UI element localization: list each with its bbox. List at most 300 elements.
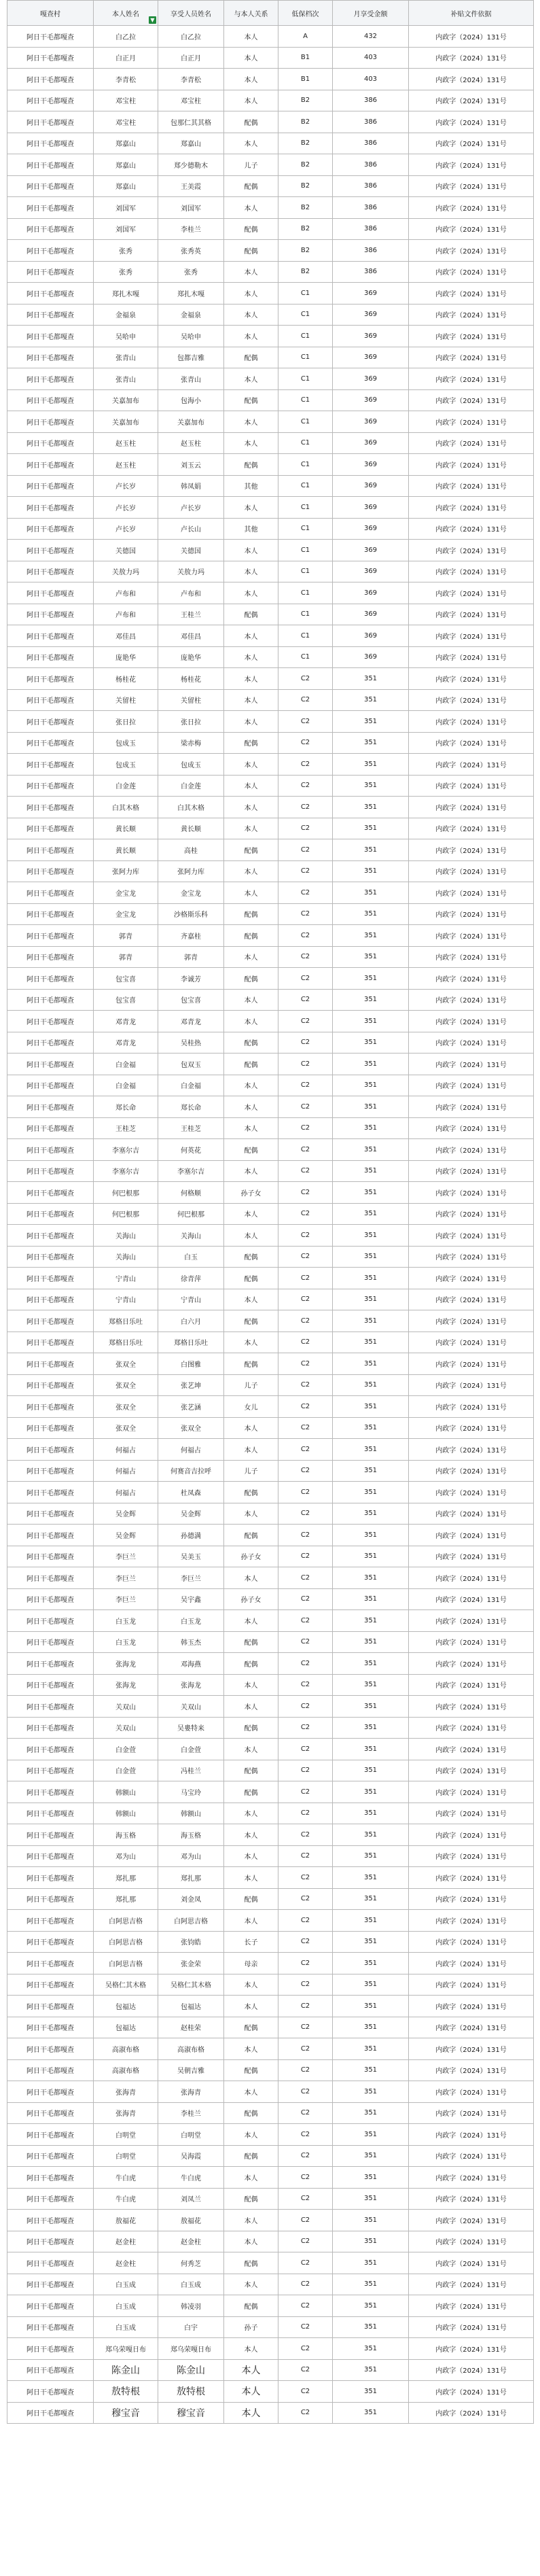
cell-relation[interactable]: 本人 xyxy=(224,2167,278,2189)
cell-monthly-amount[interactable]: 351 xyxy=(333,1225,409,1247)
cell-beneficiary-name[interactable]: 张海青 xyxy=(158,2081,224,2103)
cell-beneficiary-name[interactable]: 杜凤森 xyxy=(158,1482,224,1503)
cell-own-name[interactable]: 李巨兰 xyxy=(94,1546,158,1567)
cell-allowance-level[interactable]: C2 xyxy=(278,797,333,818)
cell-relation[interactable]: 本人 xyxy=(224,283,278,304)
cell-beneficiary-name[interactable]: 牛白虎 xyxy=(158,2167,224,2189)
cell-monthly-amount[interactable]: 351 xyxy=(333,1567,409,1589)
cell-allowance-level[interactable]: B2 xyxy=(278,218,333,240)
cell-allowance-level[interactable]: C2 xyxy=(278,1139,333,1161)
cell-policy-document[interactable]: 内政字（2024）131号 xyxy=(409,903,534,925)
cell-allowance-level[interactable]: C2 xyxy=(278,1374,333,1396)
cell-policy-document[interactable]: 内政字（2024）131号 xyxy=(409,347,534,368)
cell-beneficiary-name[interactable]: 李诚芳 xyxy=(158,968,224,990)
cell-relation[interactable]: 本人 xyxy=(224,1610,278,1632)
cell-beneficiary-name[interactable]: 徐青萍 xyxy=(158,1268,224,1289)
cell-village[interactable]: 阿日干毛都嘎查 xyxy=(7,604,94,625)
cell-relation[interactable]: 本人 xyxy=(224,1289,278,1310)
cell-allowance-level[interactable]: B1 xyxy=(278,69,333,90)
cell-village[interactable]: 阿日干毛都嘎查 xyxy=(7,240,94,262)
cell-relation[interactable]: 本人 xyxy=(224,2338,278,2360)
cell-own-name[interactable]: 郑格日乐吐 xyxy=(94,1331,158,1353)
cell-own-name[interactable]: 韩额山 xyxy=(94,1803,158,1824)
cell-relation[interactable]: 配偶 xyxy=(224,218,278,240)
cell-monthly-amount[interactable]: 351 xyxy=(333,1182,409,1204)
cell-allowance-level[interactable]: C2 xyxy=(278,1674,333,1696)
cell-beneficiary-name[interactable]: 敖福花 xyxy=(158,2210,224,2231)
cell-relation[interactable]: 本人 xyxy=(224,411,278,433)
cell-monthly-amount[interactable]: 351 xyxy=(333,1417,409,1439)
cell-own-name[interactable]: 何福占 xyxy=(94,1482,158,1503)
cell-beneficiary-name[interactable]: 包福达 xyxy=(158,1996,224,2017)
cell-beneficiary-name[interactable]: 李桂兰 xyxy=(158,218,224,240)
cell-beneficiary-name[interactable]: 包都吉雅 xyxy=(158,347,224,368)
cell-allowance-level[interactable]: C2 xyxy=(278,1310,333,1332)
cell-policy-document[interactable]: 内政字（2024）131号 xyxy=(409,175,534,197)
cell-own-name[interactable]: 张阿力库 xyxy=(94,860,158,882)
cell-policy-document[interactable]: 内政字（2024）131号 xyxy=(409,775,534,797)
cell-policy-document[interactable]: 内政字（2024）131号 xyxy=(409,625,534,647)
cell-monthly-amount[interactable]: 351 xyxy=(333,1717,409,1739)
cell-monthly-amount[interactable]: 351 xyxy=(333,1246,409,1268)
cell-allowance-level[interactable]: C2 xyxy=(278,1054,333,1075)
cell-own-name[interactable]: 包成玉 xyxy=(94,754,158,776)
cell-own-name[interactable]: 李巨兰 xyxy=(94,1588,158,1610)
cell-relation[interactable]: 配偶 xyxy=(224,1246,278,1268)
cell-village[interactable]: 阿日干毛都嘎查 xyxy=(7,989,94,1011)
cell-policy-document[interactable]: 内政字（2024）131号 xyxy=(409,1439,534,1461)
cell-policy-document[interactable]: 内政字（2024）131号 xyxy=(409,925,534,947)
cell-policy-document[interactable]: 内政字（2024）131号 xyxy=(409,1203,534,1225)
cell-village[interactable]: 阿日干毛都嘎查 xyxy=(7,261,94,283)
cell-monthly-amount[interactable]: 351 xyxy=(333,1203,409,1225)
cell-policy-document[interactable]: 内政字（2024）131号 xyxy=(409,604,534,625)
cell-policy-document[interactable]: 内政字（2024）131号 xyxy=(409,818,534,839)
cell-monthly-amount[interactable]: 351 xyxy=(333,860,409,882)
cell-own-name[interactable]: 白金福 xyxy=(94,1054,158,1075)
cell-monthly-amount[interactable]: 351 xyxy=(333,1996,409,2017)
cell-own-name[interactable]: 白阿思吉格 xyxy=(94,1953,158,1974)
cell-allowance-level[interactable]: C1 xyxy=(278,347,333,368)
cell-beneficiary-name[interactable]: 李桂兰 xyxy=(158,2102,224,2124)
cell-village[interactable]: 阿日干毛都嘎查 xyxy=(7,561,94,582)
cell-allowance-level[interactable]: B2 xyxy=(278,240,333,262)
cell-monthly-amount[interactable]: 351 xyxy=(333,732,409,754)
cell-own-name[interactable]: 金宝龙 xyxy=(94,882,158,904)
cell-monthly-amount[interactable]: 351 xyxy=(333,2102,409,2124)
cell-monthly-amount[interactable]: 351 xyxy=(333,1781,409,1803)
cell-village[interactable]: 阿日干毛都嘎查 xyxy=(7,2167,94,2189)
cell-relation[interactable]: 本人 xyxy=(224,711,278,733)
cell-policy-document[interactable]: 内政字（2024）131号 xyxy=(409,1268,534,1289)
cell-beneficiary-name[interactable]: 白玉龙 xyxy=(158,1610,224,1632)
cell-beneficiary-name[interactable]: 白宇 xyxy=(158,2316,224,2338)
cell-beneficiary-name[interactable]: 张艺涵 xyxy=(158,1396,224,1418)
cell-own-name[interactable]: 关海山 xyxy=(94,1225,158,1247)
cell-own-name[interactable]: 包成玉 xyxy=(94,732,158,754)
cell-village[interactable]: 阿日干毛都嘎查 xyxy=(7,497,94,519)
cell-own-name[interactable]: 白玉龙 xyxy=(94,1631,158,1653)
cell-allowance-level[interactable]: C2 xyxy=(278,1503,333,1525)
cell-relation[interactable]: 本人 xyxy=(224,1503,278,1525)
cell-village[interactable]: 阿日干毛都嘎查 xyxy=(7,1011,94,1032)
cell-beneficiary-name[interactable]: 包宝喜 xyxy=(158,989,224,1011)
cell-village[interactable]: 阿日干毛都嘎查 xyxy=(7,26,94,48)
cell-allowance-level[interactable]: C2 xyxy=(278,1011,333,1032)
cell-relation[interactable]: 配偶 xyxy=(224,1525,278,1546)
cell-policy-document[interactable]: 内政字（2024）131号 xyxy=(409,2210,534,2231)
cell-allowance-level[interactable]: B2 xyxy=(278,197,333,219)
cell-own-name[interactable]: 白明堂 xyxy=(94,2145,158,2167)
cell-own-name[interactable]: 关嘉加布 xyxy=(94,411,158,433)
cell-relation[interactable]: 儿子 xyxy=(224,1460,278,1482)
cell-beneficiary-name[interactable]: 陈金山 xyxy=(158,2359,224,2381)
cell-allowance-level[interactable]: C2 xyxy=(278,1096,333,1118)
cell-monthly-amount[interactable]: 369 xyxy=(333,561,409,582)
cell-monthly-amount[interactable]: 369 xyxy=(333,475,409,497)
cell-monthly-amount[interactable]: 351 xyxy=(333,2017,409,2038)
cell-monthly-amount[interactable]: 351 xyxy=(333,1503,409,1525)
cell-village[interactable]: 阿日干毛都嘎查 xyxy=(7,646,94,668)
cell-beneficiary-name[interactable]: 白金萱 xyxy=(158,1739,224,1760)
cell-monthly-amount[interactable]: 403 xyxy=(333,69,409,90)
cell-monthly-amount[interactable]: 351 xyxy=(333,2295,409,2317)
cell-policy-document[interactable]: 内政字（2024）131号 xyxy=(409,1974,534,1996)
cell-village[interactable]: 阿日干毛都嘎查 xyxy=(7,1867,94,1889)
cell-beneficiary-name[interactable]: 吴宇鑫 xyxy=(158,1588,224,1610)
cell-monthly-amount[interactable]: 386 xyxy=(333,154,409,176)
cell-policy-document[interactable]: 内政字（2024）131号 xyxy=(409,111,534,133)
cell-monthly-amount[interactable]: 351 xyxy=(333,1910,409,1932)
cell-beneficiary-name[interactable]: 包双玉 xyxy=(158,1054,224,1075)
cell-beneficiary-name[interactable]: 高桂 xyxy=(158,839,224,861)
cell-monthly-amount[interactable]: 369 xyxy=(333,497,409,519)
cell-monthly-amount[interactable]: 351 xyxy=(333,1117,409,1139)
cell-village[interactable]: 阿日干毛都嘎查 xyxy=(7,2402,94,2424)
cell-own-name[interactable]: 张秀 xyxy=(94,261,158,283)
cell-relation[interactable]: 本人 xyxy=(224,47,278,69)
cell-beneficiary-name[interactable]: 关嘉加布 xyxy=(158,411,224,433)
cell-relation[interactable]: 本人 xyxy=(224,668,278,690)
cell-village[interactable]: 阿日干毛都嘎查 xyxy=(7,732,94,754)
cell-village[interactable]: 阿日干毛都嘎查 xyxy=(7,2359,94,2381)
cell-allowance-level[interactable]: C2 xyxy=(278,1246,333,1268)
cell-beneficiary-name[interactable]: 李青松 xyxy=(158,69,224,90)
cell-allowance-level[interactable]: C2 xyxy=(278,1631,333,1653)
cell-policy-document[interactable]: 内政字（2024）131号 xyxy=(409,69,534,90)
cell-village[interactable]: 阿日干毛都嘎查 xyxy=(7,69,94,90)
cell-village[interactable]: 阿日干毛都嘎查 xyxy=(7,1996,94,2017)
cell-policy-document[interactable]: 内政字（2024）131号 xyxy=(409,1588,534,1610)
cell-own-name[interactable]: 吴哈申 xyxy=(94,326,158,347)
cell-own-name[interactable]: 王桂芝 xyxy=(94,1117,158,1139)
cell-allowance-level[interactable]: C2 xyxy=(278,1867,333,1889)
cell-beneficiary-name[interactable]: 关敖力玛 xyxy=(158,561,224,582)
cell-policy-document[interactable]: 内政字（2024）131号 xyxy=(409,2038,534,2060)
cell-allowance-level[interactable]: C1 xyxy=(278,432,333,454)
cell-monthly-amount[interactable]: 351 xyxy=(333,1268,409,1289)
cell-own-name[interactable]: 张海青 xyxy=(94,2102,158,2124)
cell-own-name[interactable]: 吴格仁其木格 xyxy=(94,1974,158,1996)
cell-own-name[interactable]: 张双全 xyxy=(94,1417,158,1439)
cell-village[interactable]: 阿日干毛都嘎查 xyxy=(7,2252,94,2274)
cell-village[interactable]: 阿日干毛都嘎查 xyxy=(7,347,94,368)
cell-policy-document[interactable]: 内政字（2024）131号 xyxy=(409,668,534,690)
cell-allowance-level[interactable]: C2 xyxy=(278,2059,333,2081)
cell-village[interactable]: 阿日干毛都嘎查 xyxy=(7,1888,94,1910)
cell-policy-document[interactable]: 内政字（2024）131号 xyxy=(409,304,534,326)
cell-relation[interactable]: 本人 xyxy=(224,1331,278,1353)
cell-policy-document[interactable]: 内政字（2024）131号 xyxy=(409,2338,534,2360)
cell-village[interactable]: 阿日干毛都嘎查 xyxy=(7,1567,94,1589)
cell-policy-document[interactable]: 内政字（2024）131号 xyxy=(409,283,534,304)
cell-relation[interactable]: 本人 xyxy=(224,860,278,882)
cell-village[interactable]: 阿日干毛都嘎查 xyxy=(7,2316,94,2338)
cell-monthly-amount[interactable]: 351 xyxy=(333,1696,409,1718)
cell-allowance-level[interactable]: C2 xyxy=(278,2167,333,2189)
cell-monthly-amount[interactable]: 351 xyxy=(333,1803,409,1824)
cell-own-name[interactable]: 敖福花 xyxy=(94,2210,158,2231)
cell-relation[interactable]: 配偶 xyxy=(224,839,278,861)
cell-own-name[interactable]: 卢长岁 xyxy=(94,475,158,497)
cell-allowance-level[interactable]: C2 xyxy=(278,1396,333,1418)
cell-relation[interactable]: 本人 xyxy=(224,754,278,776)
cell-policy-document[interactable]: 内政字（2024）131号 xyxy=(409,689,534,711)
cell-village[interactable]: 阿日干毛都嘎查 xyxy=(7,968,94,990)
cell-allowance-level[interactable]: B2 xyxy=(278,261,333,283)
cell-village[interactable]: 阿日干毛都嘎查 xyxy=(7,326,94,347)
cell-own-name[interactable]: 卢布和 xyxy=(94,582,158,604)
cell-relation[interactable]: 本人 xyxy=(224,1203,278,1225)
header-village[interactable]: 嘎查村 xyxy=(7,1,94,26)
cell-relation[interactable]: 本人 xyxy=(224,197,278,219)
cell-village[interactable]: 阿日干毛都嘎查 xyxy=(7,1289,94,1310)
cell-own-name[interactable]: 包福达 xyxy=(94,1996,158,2017)
cell-monthly-amount[interactable]: 351 xyxy=(333,1054,409,1075)
cell-monthly-amount[interactable]: 351 xyxy=(333,839,409,861)
cell-beneficiary-name[interactable]: 王桂芝 xyxy=(158,1117,224,1139)
cell-policy-document[interactable]: 内政字（2024）131号 xyxy=(409,1910,534,1932)
cell-own-name[interactable]: 金宝龙 xyxy=(94,903,158,925)
cell-monthly-amount[interactable]: 351 xyxy=(333,1674,409,1696)
cell-allowance-level[interactable]: C2 xyxy=(278,1717,333,1739)
cell-village[interactable]: 阿日干毛都嘎查 xyxy=(7,1117,94,1139)
cell-beneficiary-name[interactable]: 白其木格 xyxy=(158,797,224,818)
cell-own-name[interactable]: 李塞尔吉 xyxy=(94,1160,158,1182)
cell-allowance-level[interactable]: C1 xyxy=(278,582,333,604)
cell-beneficiary-name[interactable]: 张秀英 xyxy=(158,240,224,262)
cell-relation[interactable]: 本人 xyxy=(224,2081,278,2103)
cell-village[interactable]: 阿日干毛都嘎查 xyxy=(7,1760,94,1781)
cell-policy-document[interactable]: 内政字（2024）131号 xyxy=(409,154,534,176)
cell-allowance-level[interactable]: C2 xyxy=(278,1781,333,1803)
cell-policy-document[interactable]: 内政字（2024）131号 xyxy=(409,860,534,882)
cell-relation[interactable]: 配偶 xyxy=(224,175,278,197)
cell-relation[interactable]: 本人 xyxy=(224,1867,278,1889)
cell-policy-document[interactable]: 内政字（2024）131号 xyxy=(409,1246,534,1268)
cell-own-name[interactable]: 何福占 xyxy=(94,1439,158,1461)
cell-own-name[interactable]: 邓青龙 xyxy=(94,1011,158,1032)
cell-own-name[interactable]: 郭青 xyxy=(94,946,158,968)
cell-monthly-amount[interactable]: 351 xyxy=(333,1760,409,1781)
cell-beneficiary-name[interactable]: 张阿力库 xyxy=(158,860,224,882)
cell-policy-document[interactable]: 内政字（2024）131号 xyxy=(409,1610,534,1632)
cell-relation[interactable]: 本人 xyxy=(224,1674,278,1696)
cell-village[interactable]: 阿日干毛都嘎查 xyxy=(7,1610,94,1632)
cell-allowance-level[interactable]: B1 xyxy=(278,47,333,69)
cell-policy-document[interactable]: 内政字（2024）131号 xyxy=(409,882,534,904)
cell-policy-document[interactable]: 内政字（2024）131号 xyxy=(409,1525,534,1546)
cell-own-name[interactable]: 关海山 xyxy=(94,1246,158,1268)
cell-beneficiary-name[interactable]: 张日拉 xyxy=(158,711,224,733)
cell-village[interactable]: 阿日干毛都嘎查 xyxy=(7,218,94,240)
cell-monthly-amount[interactable]: 351 xyxy=(333,1588,409,1610)
cell-policy-document[interactable]: 内政字（2024）131号 xyxy=(409,2081,534,2103)
cell-allowance-level[interactable]: C2 xyxy=(278,925,333,947)
cell-monthly-amount[interactable]: 386 xyxy=(333,240,409,262)
cell-relation[interactable]: 本人 xyxy=(224,582,278,604)
cell-allowance-level[interactable]: C2 xyxy=(278,1160,333,1182)
cell-village[interactable]: 阿日干毛都嘎查 xyxy=(7,304,94,326)
cell-village[interactable]: 阿日干毛都嘎查 xyxy=(7,1482,94,1503)
cell-village[interactable]: 阿日干毛都嘎查 xyxy=(7,1374,94,1396)
cell-policy-document[interactable]: 内政字（2024）131号 xyxy=(409,2102,534,2124)
cell-relation[interactable]: 长子 xyxy=(224,1931,278,1953)
cell-beneficiary-name[interactable]: 金福泉 xyxy=(158,304,224,326)
cell-policy-document[interactable]: 内政字（2024）131号 xyxy=(409,1289,534,1310)
cell-relation[interactable]: 本人 xyxy=(224,69,278,90)
cell-relation[interactable]: 本人 xyxy=(224,818,278,839)
cell-policy-document[interactable]: 内政字（2024）131号 xyxy=(409,646,534,668)
cell-relation[interactable]: 配偶 xyxy=(224,240,278,262)
cell-own-name[interactable]: 赵玉柱 xyxy=(94,454,158,476)
cell-relation[interactable]: 儿子 xyxy=(224,154,278,176)
cell-relation[interactable]: 本人 xyxy=(224,1567,278,1589)
cell-beneficiary-name[interactable]: 宁青山 xyxy=(158,1289,224,1310)
cell-monthly-amount[interactable]: 369 xyxy=(333,582,409,604)
cell-allowance-level[interactable]: C2 xyxy=(278,1696,333,1718)
cell-relation[interactable]: 配偶 xyxy=(224,2295,278,2317)
cell-monthly-amount[interactable]: 386 xyxy=(333,261,409,283)
cell-policy-document[interactable]: 内政字（2024）131号 xyxy=(409,326,534,347)
cell-beneficiary-name[interactable]: 白六月 xyxy=(158,1310,224,1332)
cell-village[interactable]: 阿日干毛都嘎查 xyxy=(7,1803,94,1824)
cell-own-name[interactable]: 陈金山 xyxy=(94,2359,158,2381)
cell-village[interactable]: 阿日干毛都嘎查 xyxy=(7,925,94,947)
cell-policy-document[interactable]: 内政字（2024）131号 xyxy=(409,2274,534,2295)
cell-own-name[interactable]: 张日拉 xyxy=(94,711,158,733)
cell-policy-document[interactable]: 内政字（2024）131号 xyxy=(409,2316,534,2338)
cell-own-name[interactable]: 牛白虎 xyxy=(94,2167,158,2189)
cell-allowance-level[interactable]: C2 xyxy=(278,839,333,861)
cell-own-name[interactable]: 韩额山 xyxy=(94,1781,158,1803)
cell-monthly-amount[interactable]: 351 xyxy=(333,1032,409,1054)
cell-own-name[interactable]: 高淑布格 xyxy=(94,2059,158,2081)
cell-monthly-amount[interactable]: 351 xyxy=(333,2231,409,2252)
cell-relation[interactable]: 本人 xyxy=(224,1096,278,1118)
cell-own-name[interactable]: 邓为山 xyxy=(94,1845,158,1867)
cell-monthly-amount[interactable]: 351 xyxy=(333,2381,409,2403)
cell-beneficiary-name[interactable]: 穆宝音 xyxy=(158,2402,224,2424)
cell-relation[interactable]: 本人 xyxy=(224,1974,278,1996)
cell-own-name[interactable]: 卢长岁 xyxy=(94,518,158,540)
cell-beneficiary-name[interactable]: 黄长顺 xyxy=(158,818,224,839)
cell-own-name[interactable]: 关留柱 xyxy=(94,689,158,711)
cell-allowance-level[interactable]: C2 xyxy=(278,2210,333,2231)
cell-village[interactable]: 阿日干毛都嘎查 xyxy=(7,1653,94,1675)
cell-beneficiary-name[interactable]: 关德国 xyxy=(158,540,224,561)
header-allowance-level[interactable]: 低保档次 xyxy=(278,1,333,26)
cell-policy-document[interactable]: 内政字（2024）131号 xyxy=(409,839,534,861)
cell-beneficiary-name[interactable]: 邓为山 xyxy=(158,1845,224,1867)
cell-village[interactable]: 阿日干毛都嘎查 xyxy=(7,2038,94,2060)
cell-allowance-level[interactable]: C2 xyxy=(278,2252,333,2274)
cell-village[interactable]: 阿日干毛都嘎查 xyxy=(7,2188,94,2210)
cell-relation[interactable]: 配偶 xyxy=(224,968,278,990)
cell-allowance-level[interactable]: C1 xyxy=(278,389,333,411)
cell-policy-document[interactable]: 内政字（2024）131号 xyxy=(409,518,534,540)
cell-allowance-level[interactable]: C1 xyxy=(278,604,333,625)
cell-own-name[interactable]: 张双全 xyxy=(94,1374,158,1396)
cell-village[interactable]: 阿日干毛都嘎查 xyxy=(7,2231,94,2252)
cell-policy-document[interactable]: 内政字（2024）131号 xyxy=(409,1803,534,1824)
cell-policy-document[interactable]: 内政字（2024）131号 xyxy=(409,754,534,776)
cell-allowance-level[interactable]: B2 xyxy=(278,175,333,197)
cell-village[interactable]: 阿日干毛都嘎查 xyxy=(7,2145,94,2167)
cell-relation[interactable]: 配偶 xyxy=(224,1310,278,1332)
cell-monthly-amount[interactable]: 351 xyxy=(333,1824,409,1846)
cell-beneficiary-name[interactable]: 吴金辉 xyxy=(158,1503,224,1525)
cell-relation[interactable]: 配偶 xyxy=(224,2102,278,2124)
cell-relation[interactable]: 女儿 xyxy=(224,1396,278,1418)
cell-beneficiary-name[interactable]: 刘凤兰 xyxy=(158,2188,224,2210)
cell-village[interactable]: 阿日干毛都嘎查 xyxy=(7,2338,94,2360)
cell-beneficiary-name[interactable]: 何格顺 xyxy=(158,1182,224,1204)
cell-village[interactable]: 阿日干毛都嘎查 xyxy=(7,839,94,861)
cell-beneficiary-name[interactable]: 赵金柱 xyxy=(158,2231,224,2252)
cell-village[interactable]: 阿日干毛都嘎查 xyxy=(7,1910,94,1932)
cell-allowance-level[interactable]: C2 xyxy=(278,1417,333,1439)
cell-monthly-amount[interactable]: 351 xyxy=(333,1075,409,1096)
cell-monthly-amount[interactable]: 351 xyxy=(333,1331,409,1353)
cell-monthly-amount[interactable]: 351 xyxy=(333,968,409,990)
cell-relation[interactable]: 母亲 xyxy=(224,1953,278,1974)
cell-policy-document[interactable]: 内政字（2024）131号 xyxy=(409,1160,534,1182)
cell-policy-document[interactable]: 内政字（2024）131号 xyxy=(409,218,534,240)
cell-allowance-level[interactable]: C2 xyxy=(278,2124,333,2146)
cell-beneficiary-name[interactable]: 齐嘉桂 xyxy=(158,925,224,947)
cell-relation[interactable]: 配偶 xyxy=(224,1353,278,1375)
cell-allowance-level[interactable]: B2 xyxy=(278,133,333,154)
cell-own-name[interactable]: 邓宝柱 xyxy=(94,111,158,133)
filter-icon[interactable]: ▼ xyxy=(149,16,156,24)
cell-own-name[interactable]: 白金福 xyxy=(94,1075,158,1096)
cell-beneficiary-name[interactable]: 郑嘉山 xyxy=(158,133,224,154)
cell-beneficiary-name[interactable]: 郑长命 xyxy=(158,1096,224,1118)
cell-relation[interactable]: 本人 xyxy=(224,304,278,326)
cell-monthly-amount[interactable]: 369 xyxy=(333,347,409,368)
cell-allowance-level[interactable]: C2 xyxy=(278,1075,333,1096)
cell-monthly-amount[interactable]: 351 xyxy=(333,2210,409,2231)
cell-policy-document[interactable]: 内政字（2024）131号 xyxy=(409,797,534,818)
cell-own-name[interactable]: 吴金辉 xyxy=(94,1503,158,1525)
cell-own-name[interactable]: 白乙拉 xyxy=(94,26,158,48)
cell-allowance-level[interactable]: C2 xyxy=(278,2338,333,2360)
cell-policy-document[interactable]: 内政字（2024）131号 xyxy=(409,411,534,433)
cell-policy-document[interactable]: 内政字（2024）131号 xyxy=(409,197,534,219)
cell-own-name[interactable]: 白玉成 xyxy=(94,2316,158,2338)
cell-village[interactable]: 阿日干毛都嘎查 xyxy=(7,2295,94,2317)
